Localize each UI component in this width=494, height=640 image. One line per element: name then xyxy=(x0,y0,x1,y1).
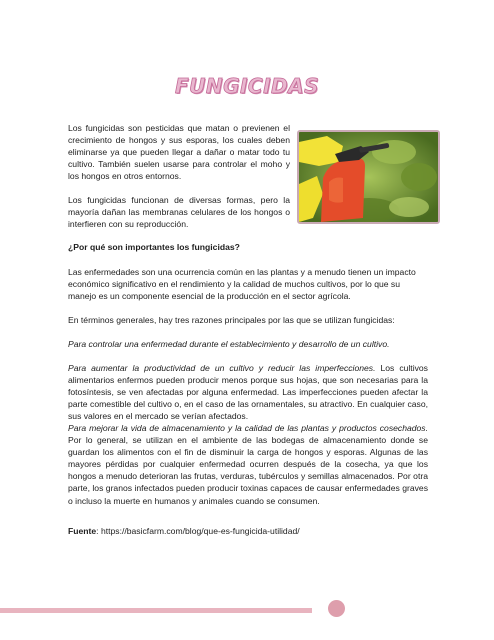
source-line xyxy=(68,525,428,537)
reason-2-body: Los cultivos alimentarios enfermos pueden producir menos porque sus hojas, que son necesarias para la fotosíntesis, se ven afectadas por alguna enfermedad. Las imperfecciones pueden afectar la parte comestible del cultivo o, en el caso de las ornamentales, su atractivo. En cualquier caso, sus valores en el mercado se verían afectados. xyxy=(68,363,428,422)
sprayer-illustration xyxy=(299,132,438,222)
reason-3-body: Por lo general, se utilizan en el ambiente de las bodegas de almacenamiento donde se guardan los alimentos con el fin de disminuir la carga de hongos y esporas. Algunas de las mayores pérdidas por cualquier enfermedad ocurren después de la cosecha, ya que los hongos a menudo deterioran las frutas, verduras, tubérculos y semillas almacenados. Por otra parte, los granos infectados pueden producir toxinas capaces de causar enfermedades graves o incluso la muerte en humanos y animales cuando se consumen. xyxy=(68,435,428,506)
paragraph-impact: Las enfermedades son una ocurrencia común en las plantas y a menudo tienen un impacto económico significativo en el rendimiento y la calidad de muchos cultivos, por lo que su manejo es un componente esencial de la producción en el sector agrícola. xyxy=(68,267,416,302)
intro-paragraph-2: Los fungicidas funcionan de diversas formas, pero la mayoría dañan las membranas celulares de los hongos o interfieren con su reproducción. xyxy=(68,195,290,230)
reason-2-lead: Para aumentar la productividad de un cultivo y reducir las imperfecciones. xyxy=(68,363,376,373)
reason-3 xyxy=(68,422,428,507)
intro-paragraph-1: Los fungicidas son pesticidas que matan o previenen el crecimiento de hongos y sus esporas, los cuales deben eliminarse ya que pueden llegar a dañar o matar todo tu cultivo. También suelen usarse para controlar el moho y los hongos en otros entornos. xyxy=(68,123,290,182)
source-label: Fuente xyxy=(68,526,97,536)
sprayer-photo xyxy=(297,130,440,224)
reason-1: Para controlar una enfermedad durante el establecimiento y desarrollo de un cultivo. xyxy=(68,339,390,349)
page-title: FUNGICIDAS xyxy=(174,74,320,98)
source-url[interactable]: : https://basicfarm.com/blog/que-es-fungicida-utilidad/ xyxy=(96,526,300,536)
footer-dot xyxy=(328,600,345,617)
reason-2 xyxy=(68,362,428,422)
paragraph-reasons-intro: En términos generales, hay tres razones principales por las que se utilizan fungicidas: xyxy=(68,315,395,325)
footer-bar xyxy=(0,608,312,613)
reason-3-lead: Para mejorar la vida de almacenamiento y la calidad de las plantas y productos cosechados. xyxy=(68,423,428,433)
section-question: ¿Por qué son importantes los fungicidas? xyxy=(68,242,240,252)
